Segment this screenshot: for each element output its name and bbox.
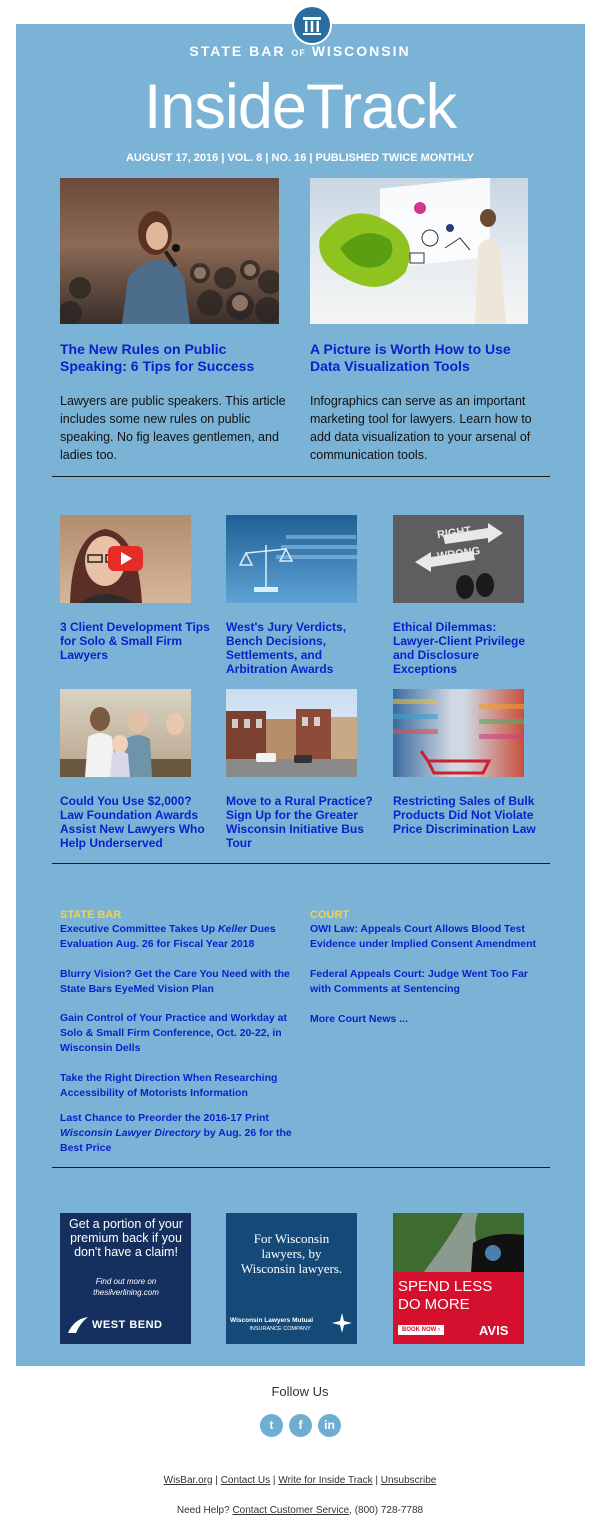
linkedin-icon[interactable]: in	[318, 1414, 341, 1437]
court-news-item[interactable]: OWI Law: Appeals Court Allows Blood Test Evidence under Implied Consent Amendment	[310, 923, 536, 950]
ad-avis-book-now-button[interactable]: BOOK NOW ›	[398, 1325, 444, 1335]
sign-right-label: RIGHT	[436, 524, 472, 542]
facebook-icon[interactable]: f	[289, 1414, 312, 1437]
issue-line: AUGUST 17, 2016 | VOL. 8 | NO. 16 | PUBLISHED TWICE MONTHLY	[125, 152, 475, 164]
ad-wlmic-brand: Wisconsin Lawyers Mutual	[230, 1317, 314, 1324]
contact-customer-service-link[interactable]: Contact Customer Service	[232, 1505, 350, 1516]
footer-links: WisBar.org | Contact Us | Write for Inside Track | Unsubscribe	[163, 1475, 437, 1486]
ad-west-bend-headline: Get a portion of your premium back if you don't have a claim!	[69, 1217, 183, 1259]
data-visualization-photo[interactable]	[310, 178, 528, 324]
west-bend-logo-icon	[66, 1313, 90, 1337]
thumb-title-ethical-dilemmas[interactable]: Ethical Dilemmas: Lawyer-Client Privilege and Disclosure Exceptions	[393, 620, 526, 676]
wlmic-logo-icon	[330, 1311, 354, 1335]
twitter-icon[interactable]: t	[260, 1414, 283, 1437]
sign-wrong-label: WRONG	[436, 545, 482, 563]
unsubscribe-link[interactable]: Unsubscribe	[380, 1475, 437, 1486]
ad-avis-brand: AVIS	[479, 1323, 509, 1338]
ad-west-bend-url: thesilverlining.com	[93, 1288, 159, 1297]
state-bar-news-item[interactable]: Last Chance to Preorder the 2016-17 Print Wisconsin Lawyer Directory by Aug. 26 for the Best Price	[60, 1112, 292, 1154]
ad-wlmic-headline: For Wisconsin lawyers, by Wisconsin lawyers.	[240, 1231, 343, 1276]
public-speaking-photo[interactable]	[60, 178, 279, 324]
ad-avis-line2: DO MORE	[398, 1296, 470, 1313]
help-line: Need Help? Contact Customer Service, (800) 728-7788	[176, 1505, 424, 1516]
court-news-item[interactable]: Federal Appeals Court: Judge Went Too Far with Comments at Sentencing	[310, 968, 528, 995]
ad-avis[interactable]	[393, 1213, 524, 1344]
state-bar-news-item[interactable]: Executive Committee Takes Up Keller Dues Evaluation Aug. 26 for Fiscal Year 2018	[60, 923, 276, 950]
state-bar-logo-icon[interactable]	[292, 5, 332, 45]
write-for-inside-track-link[interactable]: Write for Inside Track	[278, 1475, 373, 1486]
video-thumb-client-development[interactable]	[60, 515, 191, 603]
feature-title-data-visualization[interactable]: A Picture is Worth How to Use Data Visualization Tools	[310, 341, 511, 374]
ad-avis-line1: SPEND LESS	[398, 1278, 493, 1295]
thumb-law-foundation[interactable]	[60, 689, 191, 777]
thumb-title-bulk-products[interactable]: Restricting Sales of Bulk Products Did Not Violate Price Discrimination Law	[393, 794, 536, 836]
ad-west-bend-brand: WEST BEND	[92, 1319, 163, 1331]
thumb-jury-verdicts[interactable]	[226, 515, 357, 603]
feature-title-public-speaking[interactable]: The New Rules on Public Speaking: 6 Tips for Success	[60, 341, 255, 374]
org-name: STATE BAR OF WISCONSIN	[189, 43, 411, 59]
state-bar-heading: STATE BAR	[60, 909, 122, 921]
ad-west-bend-sub: Find out more on	[95, 1277, 157, 1286]
ad-wlmic[interactable]	[226, 1213, 357, 1344]
newsletter-title: InsideTrack	[143, 72, 457, 142]
contact-us-link[interactable]: Contact Us	[220, 1475, 271, 1486]
divider	[52, 863, 550, 864]
thumb-ethical-dilemmas[interactable]	[393, 515, 524, 603]
state-bar-news-item[interactable]: Take the Right Direction When Researching Accessibility of Motorists Information	[60, 1072, 278, 1099]
divider	[52, 476, 550, 477]
feature-desc-public-speaking: Lawyers are public speakers. This article includes some new rules on public speaking. No fig leaves gentlemen, and ladies too.	[60, 394, 286, 462]
thumb-title-rural-practice[interactable]: Move to a Rural Practice? Sign Up for the Greater Wisconsin Initiative Bus Tour	[226, 794, 373, 850]
thumb-bulk-products[interactable]	[393, 689, 524, 777]
state-bar-news-item[interactable]: Gain Control of Your Practice and Workday at Solo & Small Firm Conference, Oct. 20-22, in Wisconsin Dells	[60, 1012, 287, 1054]
divider	[52, 1167, 550, 1168]
thumb-title-law-foundation[interactable]: Could You Use $2,000? Law Foundation Awards Assist New Lawyers Who Help Underserved	[60, 794, 205, 850]
thumb-title-jury-verdicts[interactable]: West's Jury Verdicts, Bench Decisions, Settlements, and Arbitration Awards	[226, 620, 347, 676]
thumb-rural-practice[interactable]	[226, 689, 357, 777]
more-court-news-link[interactable]: More Court News ...	[310, 1013, 409, 1025]
feature-desc-data-visualization: Infographics can serve as an important marketing tool for lawyers. Learn how to add data visualization to your arsenal of communication tools.	[310, 394, 532, 462]
wisbar-link[interactable]: WisBar.org	[163, 1475, 213, 1486]
ad-west-bend[interactable]	[60, 1213, 191, 1344]
thumb-title-client-development[interactable]: 3 Client Development Tips for Solo & Small Firm Lawyers	[60, 620, 210, 662]
court-heading: COURT	[310, 909, 350, 921]
follow-us-label: Follow Us	[271, 1384, 329, 1399]
ad-wlmic-brand-sub: INSURANCE COMPANY	[249, 1326, 311, 1332]
state-bar-news-item[interactable]: Blurry Vision? Get the Care You Need with the State Bars EyeMed Vision Plan	[60, 968, 290, 995]
